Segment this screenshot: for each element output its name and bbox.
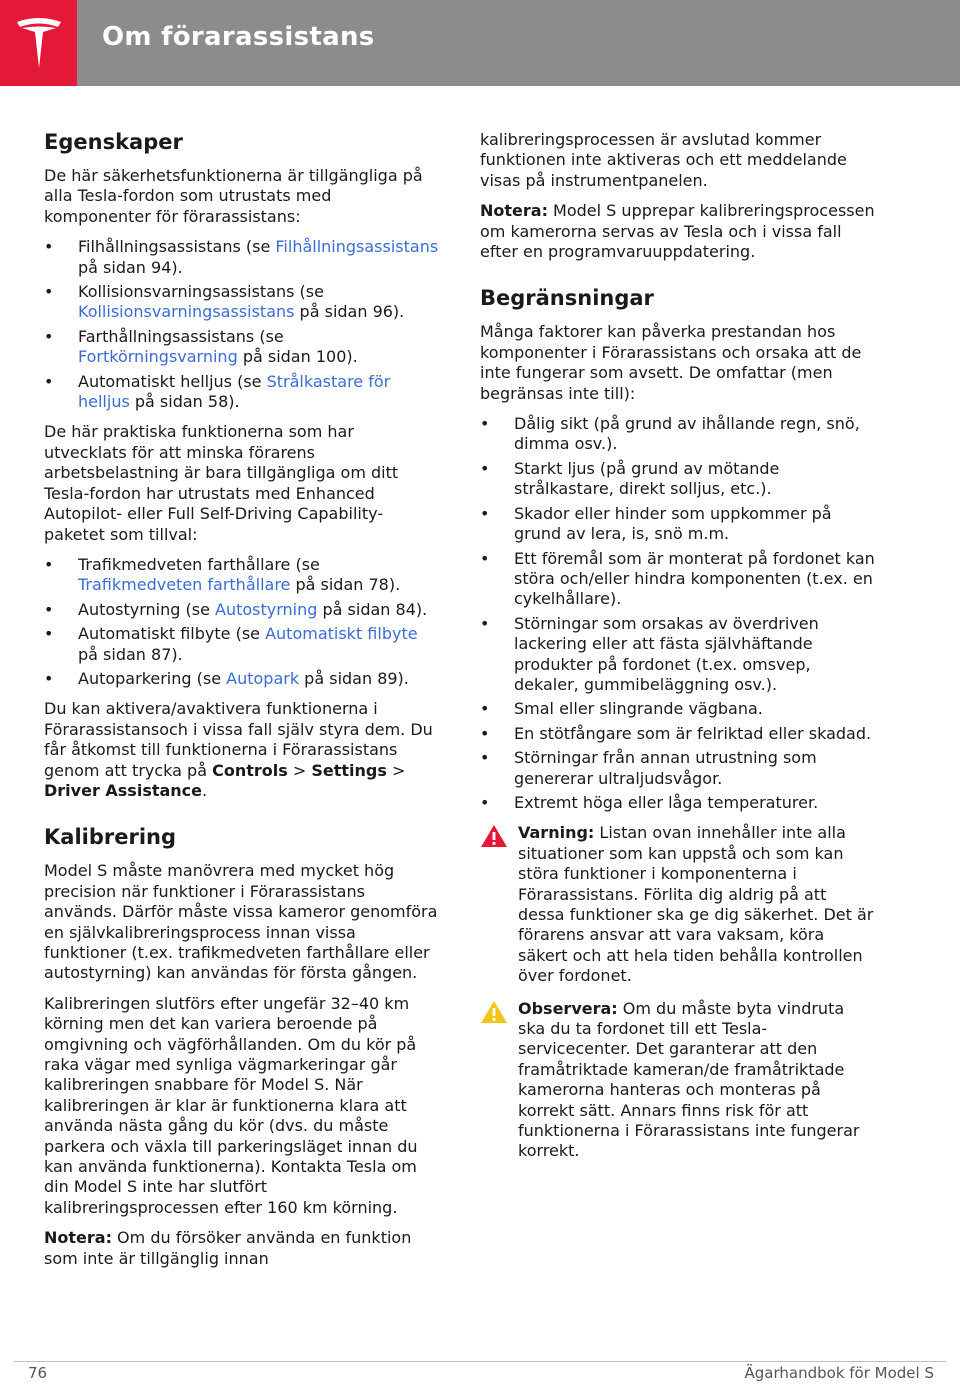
link-filbyte[interactable]: Automatiskt filbyte: [265, 624, 418, 644]
note-label: Notera:: [480, 201, 548, 221]
list-item: • Automatiskt helljus (se Strålkastare för helljus på sidan 58).: [44, 372, 439, 413]
warning-label: Varning:: [518, 823, 595, 843]
paragraph-controls: Du kan aktivera/avaktivera funktionerna i Förarassistansoch i vissa fall själv styra dem. Du får åtkomst till funktionerna i Förarassistans genom att trycka på Controls > Settings > Driver Assistance.: [44, 699, 433, 800]
note-label: Notera:: [44, 1228, 112, 1248]
list-item: • Starkt ljus (på grund av mötande strålkastare, direkt solljus, etc.).: [480, 459, 875, 500]
list-item: • Störningar som orsakas av överdriven lackering eller att fästa självhäftande produkter på fordonet (t.ex. omsvep, dekaler, gummibeläggning osv.).: [480, 614, 875, 696]
heading-begransningar: Begränsningar: [480, 286, 654, 311]
convenience-feature-list: [44, 555, 439, 689]
safety-feature-list: [44, 237, 439, 412]
list-item: • Smal eller slingrande vägbana.: [480, 699, 875, 719]
caution-triangle-icon: [480, 1000, 508, 1024]
link-autostyrning[interactable]: Autostyrning: [215, 599, 318, 619]
controls-label: Controls: [212, 760, 288, 780]
link-stralkastare[interactable]: Strålkastare för helljus: [78, 371, 391, 412]
note-paragraph: Notera: Model S upprepar kalibreringsprocessen om kamerorna servas av Tesla och i vissa fall efter en programvaruuppdatering.: [480, 201, 875, 262]
paragraph-calibration-time: Kalibreringen slutförs efter ungefär 32–40 km körning men det kan variera beroende på omgivning och vägförhållanden. Om du kör på raka vägar med synliga vägmarkeringar går kalibreringen snabbare för Model S. När kalibreringen är klar är funktionerna klara att använda nästa gång du kör (dvs. du måste parkera och växla till parkeringsläget innan du kan använda funktionerna). Kontakta Tesla om din Model S inte har slutfört kalibreringsprocessen efter 160 km körning.: [44, 993, 418, 1217]
list-item: • Extremt höga eller låga temperaturer.: [480, 793, 875, 813]
list-item: • Filhållningsassistans (se Filhållningsassistans på sidan 94).: [44, 237, 439, 278]
right-column: [480, 130, 875, 1174]
link-autopark[interactable]: Autopark: [226, 668, 300, 688]
list-item: • Kollisionsvarningsassistans (se Kollisionsvarningsassistans på sidan 96).: [44, 282, 439, 323]
list-item: • Automatiskt filbyte (se Automatiskt filbyte på sidan 87).: [44, 624, 439, 665]
paragraph-continued: kalibreringsprocessen är avslutad kommer funktionen inte aktiveras och ett meddelande visas på instrumentpanelen.: [480, 130, 847, 190]
caution-text: Om du måste byta vindruta ska du ta fordonet till ett Tesla-servicecenter. Det garanterar att den framåtriktade kameran/de framåtriktade kamerorna hanteras och monteras på korrekt sätt. Annars finns risk för att funktionerna i Förarassistans inte fungerar korrekt.: [518, 998, 860, 1161]
warning-text: Listan ovan innehåller inte alla situationer som kan uppstå och som kan störa funktioner i komponenterna i Förarassistans. Förlita dig aldrig på att dessa funktioner ska ge dig säkerhet. Det är förarens ansvar att vara vaksam, köra säkert och att hela tiden behålla kontrollen över fordonet.: [518, 823, 874, 986]
link-trafikmedveten[interactable]: Trafikmedveten farthållare: [78, 575, 291, 595]
paragraph-convenience: De här praktiska funktionerna som har utvecklats för att minska förarens arbetsbelastning är bara tillgängliga om ditt Tesla-fordon har utrustats med Enhanced Autopilot- eller Full Self-Driving Capability-paketet som tillval:: [44, 422, 399, 544]
link-fortkorningsvarning[interactable]: Fortkörningsvarning: [78, 347, 238, 367]
footer-title: Ägarhandbok för Model S: [744, 1364, 934, 1382]
list-item: • Ett föremål som är monterat på fordonet kan störa och/eller hindra komponenten (t.ex. en cykelhållare).: [480, 549, 875, 610]
settings-label: Settings: [311, 760, 387, 780]
link-kollisionsvarning[interactable]: Kollisionsvarningsassistans: [78, 302, 295, 322]
note-paragraph: Notera: Om du försöker använda en funktion som inte är tillgänglig innan: [44, 1228, 412, 1268]
page-header: [0, 0, 960, 86]
warning-callout: [480, 823, 875, 986]
list-item: • Trafikmedveten farthållare (se Trafikmedveten farthållare på sidan 78).: [44, 555, 439, 596]
footer-divider: [14, 1361, 946, 1362]
heading-kalibrering: Kalibrering: [44, 825, 177, 850]
left-column: [44, 128, 439, 1279]
tesla-logo: [0, 0, 77, 86]
page-number: 76: [28, 1364, 48, 1382]
list-item: • En stötfångare som är felriktad eller skadad.: [480, 724, 875, 744]
page-title: Om förarassistans: [102, 22, 375, 52]
paragraph-intro: De här säkerhetsfunktionerna är tillgängliga på alla Tesla-fordon som utrustats med komponenter för förarassistans:: [44, 166, 423, 226]
caution-label: Observera:: [518, 998, 618, 1018]
link-filhallning[interactable]: Filhållningsassistans: [275, 237, 439, 257]
limitations-list: [480, 414, 875, 813]
heading-egenskaper: Egenskaper: [44, 130, 183, 154]
driver-assistance-label: Driver Assistance: [44, 780, 203, 800]
warning-triangle-icon: [480, 824, 508, 848]
paragraph-limitations: Många faktorer kan påverka prestandan hos komponenter i Förarassistans och orsaka att de inte fungerar som avsett. De omfattar (men begränsas inte till):: [480, 322, 862, 403]
list-item: • Autostyrning (se Autostyrning på sidan 84).: [44, 600, 439, 620]
list-item: • Dålig sikt (på grund av ihållande regn, snö, dimma osv.).: [480, 414, 875, 455]
list-item: • Autoparkering (se Autopark på sidan 89).: [44, 669, 439, 689]
list-item: • Farthållningsassistans (se Fortkörningsvarning på sidan 100).: [44, 327, 439, 368]
tesla-t-icon: [14, 16, 64, 70]
caution-callout: [480, 999, 875, 1162]
paragraph-calibration: Model S måste manövrera med mycket hög precision när funktioner i Förarassistans används. Därför måste vissa kameror genomföra en självkalibreringsprocess innan vissa funktioner (t.ex. trafikmedveten farthållare eller autostyrning) kan användas för första gången.: [44, 861, 438, 983]
list-item: • Störningar från annan utrustning som genererar ultraljudsvågor.: [480, 748, 875, 789]
list-item: • Skador eller hinder som uppkommer på grund av lera, is, snö m.m.: [480, 504, 875, 545]
